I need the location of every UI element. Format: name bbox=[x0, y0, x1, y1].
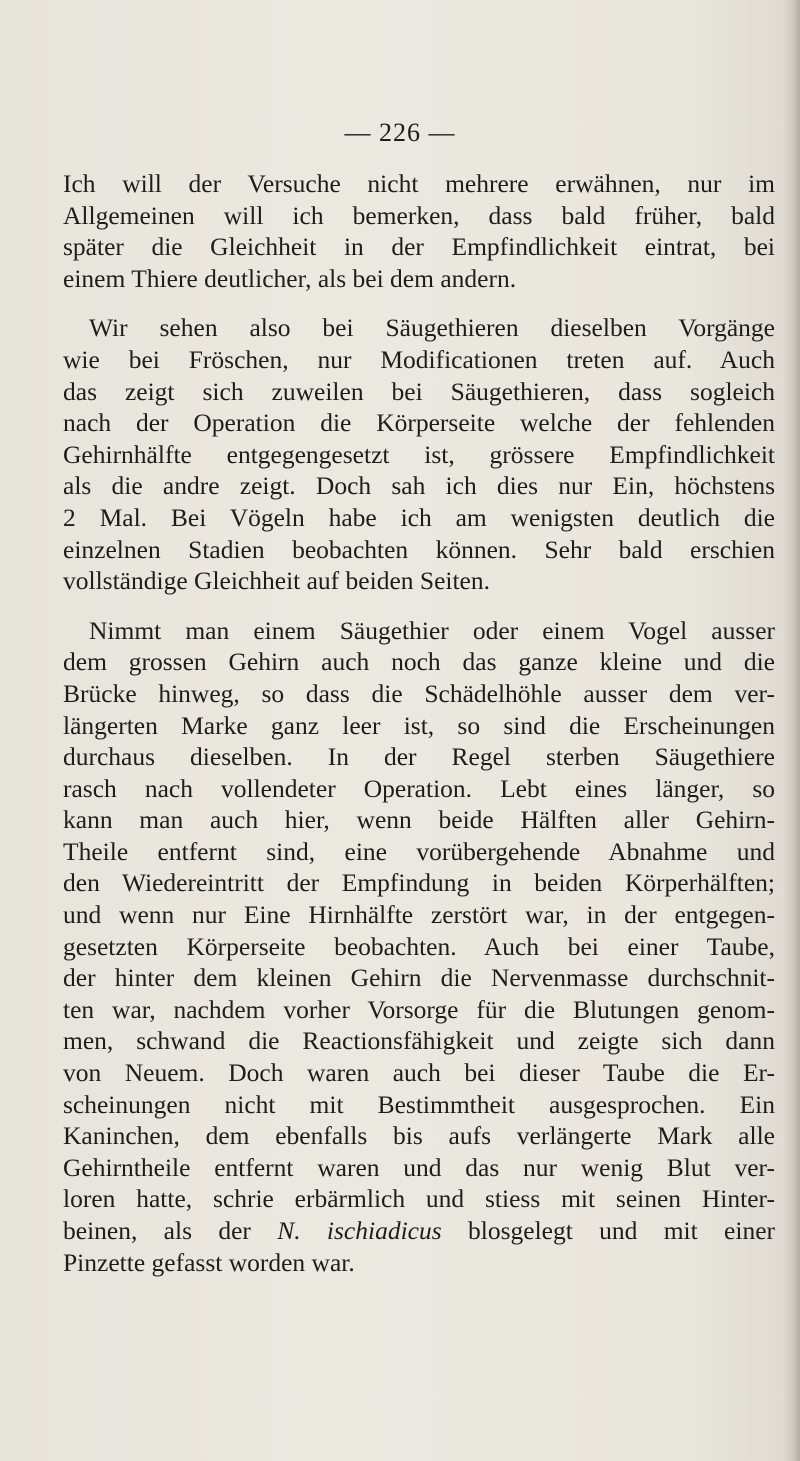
page-number: — 226 — bbox=[344, 118, 456, 147]
text-line: Gehirntheile entfernt waren und das nur wenig Blut ver- bbox=[63, 1152, 775, 1182]
body-text bbox=[63, 168, 775, 1278]
paragraph-2 bbox=[63, 312, 775, 596]
text-line: loren hatte, schrie erbärmlich und stiess mit seinen Hinter- bbox=[63, 1184, 775, 1214]
text-line: Brücke hinweg, so dass die Schädelhöhle ausser dem ver- bbox=[63, 678, 775, 708]
text-line: kann man auch hier, wenn beide Hälften aller Gehirn- bbox=[63, 805, 775, 835]
page-edge-shadow bbox=[782, 0, 800, 1461]
text-line: Nimmt man einem Säugethier oder einem Vogel ausser bbox=[89, 615, 775, 645]
text-fragment: beinen, als der bbox=[63, 1216, 278, 1245]
text-line: durchaus dieselben. In der Regel sterben Säugethiere bbox=[63, 742, 775, 772]
italic-term: N. ischiadicus bbox=[277, 1216, 442, 1245]
text-line: Ich will der Versuche nicht mehrere erwähnen, nur im bbox=[63, 169, 775, 198]
paragraph-1 bbox=[63, 168, 775, 294]
text-line: Pinzette gefasst worden war. bbox=[63, 1247, 355, 1277]
text-fragment: blosgelegt und mit einer bbox=[441, 1216, 776, 1245]
text-line: scheinungen nicht mit Bestimmtheit ausgesprochen. Ein bbox=[63, 1089, 775, 1119]
text-line: Kaninchen, dem ebenfalls bis aufs verlängerte Mark alle bbox=[63, 1121, 775, 1151]
text-line: als die andre zeigt. Doch sah ich dies nur Ein, höchstens bbox=[63, 471, 775, 501]
text-line: Gehirnhälfte entgegengesetzt ist, grössere Empfindlichkeit bbox=[63, 439, 775, 469]
text-line: den Wiedereintritt der Empfindung in beiden Körperhälften; bbox=[63, 868, 775, 898]
paragraph-3 bbox=[63, 615, 775, 1278]
text-line: der hinter dem kleinen Gehirn die Nervenmasse durchschnit- bbox=[63, 963, 775, 993]
text-line: Theile entfernt sind, eine vorübergehende Abnahme und bbox=[63, 836, 775, 866]
text-line bbox=[63, 1215, 775, 1247]
text-line: gesetzten Körperseite beobachten. Auch bei einer Taube, bbox=[63, 931, 775, 961]
text-line: rasch nach vollendeter Operation. Lebt eines länger, so bbox=[63, 773, 775, 803]
text-line: ten war, nachdem vorher Vorsorge für die Blutungen genom- bbox=[63, 994, 775, 1024]
text-line: wie bei Fröschen, nur Modificationen treten auf. Auch bbox=[63, 344, 775, 374]
text-line: längerten Marke ganz leer ist, so sind die Erscheinungen bbox=[63, 710, 775, 740]
text-line: men, schwand die Reactionsfähigkeit und zeigte sich dann bbox=[63, 1026, 775, 1056]
text-line: einzelnen Stadien beobachten können. Sehr bald erschien bbox=[63, 534, 775, 564]
text-line: das zeigt sich zuweilen bei Säugethieren, dass sogleich bbox=[63, 376, 775, 406]
text-line: Wir sehen also bei Säugethieren dieselben Vorgänge bbox=[89, 313, 775, 343]
text-line: 2 Mal. Bei Vögeln habe ich am wenigsten deutlich die bbox=[63, 502, 775, 532]
text-line: nach der Operation die Körperseite welche der fehlenden bbox=[63, 408, 775, 438]
text-line: und wenn nur Eine Hirnhälfte zerstört war, in der entgegen- bbox=[63, 900, 775, 930]
text-line: dem grossen Gehirn auch noch das ganze kleine und die bbox=[63, 647, 775, 677]
text-line: später die Gleichheit in der Empfindlichkeit eintrat, bei bbox=[63, 232, 775, 262]
text-line: Allgemeinen will ich bemerken, dass bald früher, bald bbox=[63, 200, 775, 230]
text-line: vollständige Gleichheit auf beiden Seiten. bbox=[63, 566, 491, 596]
text-line: einem Thiere deutlicher, als bei dem andern. bbox=[63, 263, 517, 293]
text-line: von Neuem. Doch waren auch bei dieser Taube die Er- bbox=[63, 1058, 775, 1088]
